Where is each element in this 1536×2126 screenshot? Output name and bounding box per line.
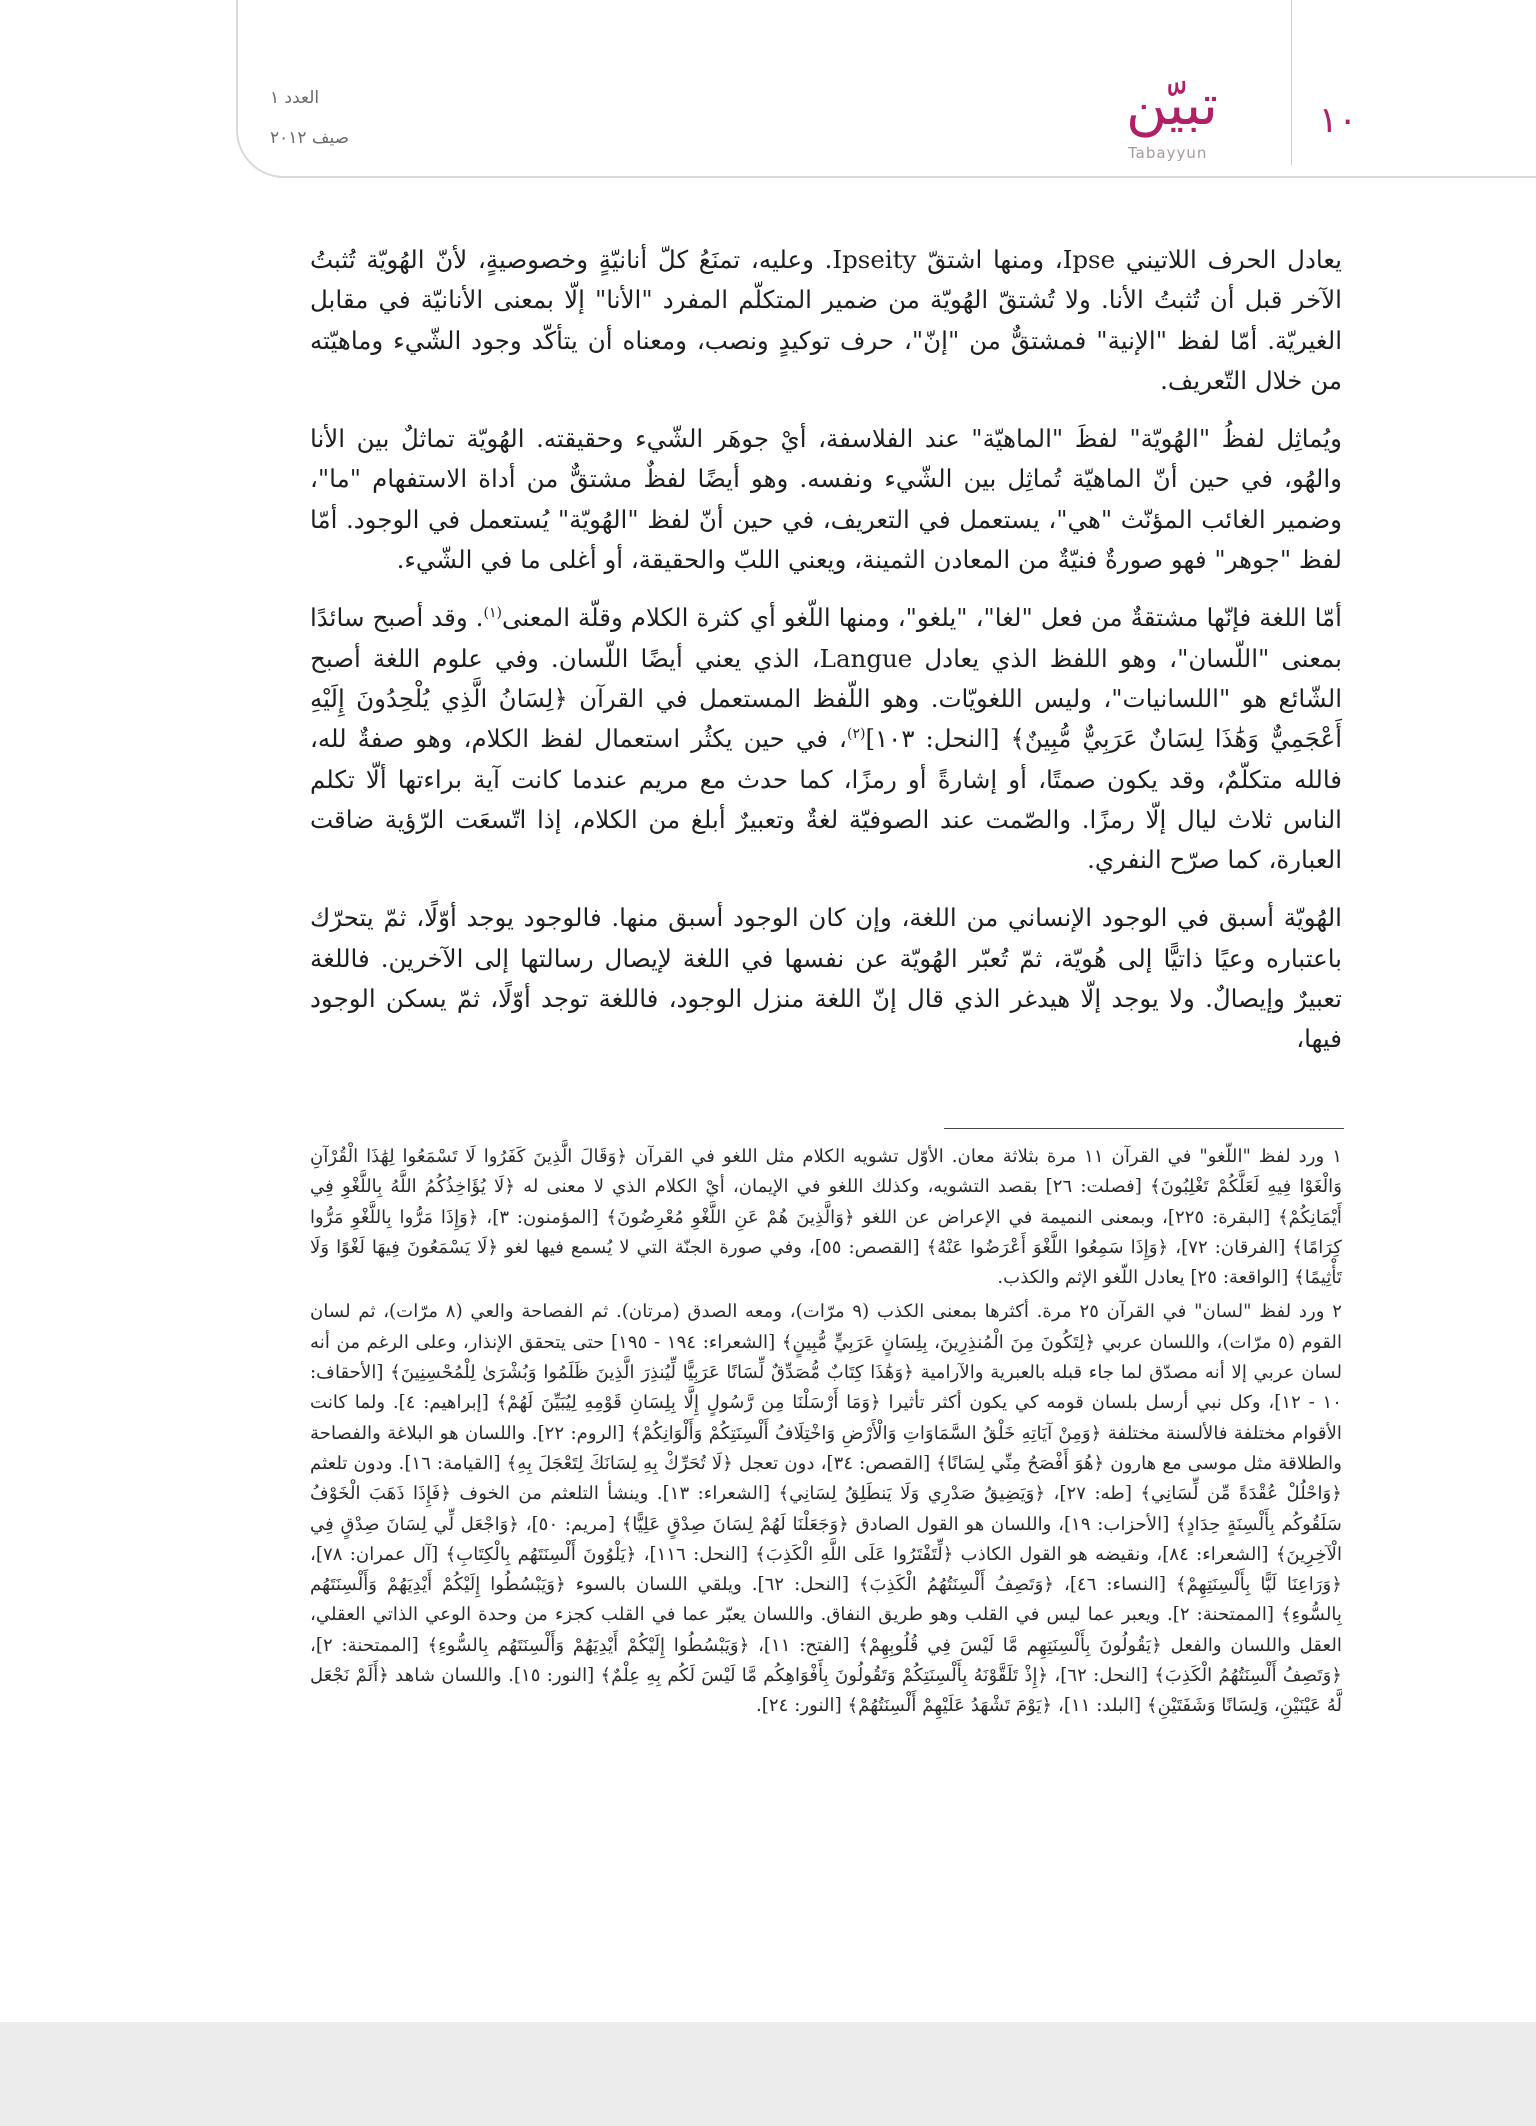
issue-season: صيف ٢٠١٢ bbox=[270, 128, 350, 148]
paragraph-text: . وقد أصبح سائدًا بمعنى "اللّسان"، وهو اللفظ الذي يعادل Langue، الذي يعني أيضًا اللّسان. وفي علوم اللغة أصبح الشّائع هو "اللسانيات"، وليس اللغويّات. وهو اللّفظ المستعمل في القرآن ﴿لِسَانُ الَّذِي يُلْحِدُونَ إِلَيْهِ أَعْجَمِيٌّ وَهَٰذَا لِسَانٌ عَرَبِيٌّ مُّبِينٌ﴾ [النحل: ١٠٣] bbox=[310, 603, 1342, 754]
footnotes bbox=[310, 1142, 1342, 1726]
header-divider bbox=[1291, 0, 1292, 165]
logo-arabic-text: تبيّن bbox=[1126, 73, 1219, 138]
header-frame bbox=[236, 0, 1536, 178]
issue-number: العدد ١ bbox=[270, 88, 320, 108]
footnote-ref-1[interactable]: (١) bbox=[483, 605, 502, 622]
logo-latin-text: Tabayyun bbox=[1128, 144, 1208, 162]
paragraph bbox=[310, 598, 1342, 880]
footnote-separator bbox=[944, 1128, 1344, 1129]
page-number: ١٠ bbox=[1318, 100, 1358, 141]
footnote-1: ١ ورد لفظ "اللّغو" في القرآن ١١ مرة بثلاثة معان. الأوّل تشويه الكلام مثل اللغو في القرآن ﴿وَقَالَ الَّذِينَ كَفَرُوا لَا تَسْمَعُوا لِهَٰذَا الْقُرْآنِ وَالْغَوْا فِيهِ لَعَلَّكُمْ تَغْلِبُونَ﴾ [فصلت: ٢٦] بقصد التشويه، وكذلك اللغو في الإيمان، أيْ الكلام الذي لا معنى له ﴿لَا يُؤَاخِذُكُمُ اللَّهُ بِاللَّغْوِ فِي أَيْمَانِكُمْ﴾ [البقرة: ٢٢٥]، وبمعنى النميمة في الإعراض عن اللغو ﴿وَالَّذِينَ هُمْ عَنِ اللَّغْوِ مُعْرِضُونَ﴾ [المؤمنون: ٣]، ﴿وَإِذَا مَرُّوا بِاللَّغْوِ مَرُّوا كِرَامًا﴾ [الفرقان: ٧٢]، ﴿وَإِذَا سَمِعُوا اللَّغْوَ أَعْرَضُوا عَنْهُ﴾ [القصص: ٥٥]، وفي صورة الجنّة التي لا يُسمع فيها لغو ﴿لَا يَسْمَعُونَ فِيهَا لَغْوًا وَلَا تَأْثِيمًا﴾ [الواقعة: ٢٥] يعادل اللّغو الإثم والكذب. bbox=[310, 1146, 1343, 1289]
paragraph: الهُويّة أسبق في الوجود الإنساني من اللغة، وإن كان الوجود أسبق منها. فالوجود يوجد أوّلًا، ثمّ يتحرّك باعتباره وعيًا ذاتيًّا إلى هُويّة، ثمّ تُعبّر الهُويّة عن نفسها في اللغة لإيصال رسالتها إلى الآخرين. فاللغة تعبيرٌ وإيصالٌ. ولا يوجد إلّا هيدغر الذي قال إنّ اللغة منزل الوجود، فاللغة توجد أوّلًا، ثمّ يسكن الوجود فيها، bbox=[310, 903, 1342, 1054]
footnote-ref-2[interactable]: (٢) bbox=[846, 726, 866, 743]
paragraph: ويُماثِل لفظُ "الهُويّة" لفظَ "الماهيّة" عند الفلاسفة، أيْ جوهَر الشّيء وحقيقته. الهُويّة تماثلٌ بين الأنا والهُو، في حين أنّ الماهيّة تُماثِل بين الشّيء ونفسه. وهو أيضًا لفظٌ مشتقٌّ من أداة الاستفهام "ما"، وضمير الغائب المؤنّث "هي"، يستعمل في التعريف، في حين أنّ لفظ "الهُويّة" يُستعمل في الوجود. أمّا لفظ "جوهر" فهو صورةٌ فنيّةٌ من المعادن الثمينة، ويعني اللبّ والحقيقة، أو أغلى ما في الشّيء. bbox=[310, 424, 1342, 575]
footnote-2: ٢ ورد لفظ "لسان" في القرآن ٢٥ مرة. أكثرها بمعنى الكذب (٩ مرّات)، ومعه الصدق (مرتان). ثم الفصاحة والعي (٨ مرّات)، ثم لسان القوم (٥ مرّات)، واللسان عربي ﴿لِتَكُونَ مِنَ الْمُنذِرِينَ، بِلِسَانٍ عَرَبِيٍّ مُّبِينٍ﴾ [الشعراء: ١٩٤ - ١٩٥] حتى يتحقق الإنذار، وعلى الرغم من أنه لسان عربي إلا أنه مصدّق لما جاء قبله بالعبرية والآرامية ﴿وَهَٰذَا كِتَابٌ مُّصَدِّقٌ لِّسَانًا عَرَبِيًّا لِّيُنذِرَ الَّذِينَ ظَلَمُوا وَبُشْرَىٰ لِلْمُحْسِنِينَ﴾ [الأحقاف: ١٠ - ١٢]، وكل نبي أرسل بلسان قومه كي يكون أكثر تأثيرا ﴿وَمَا أَرْسَلْنَا مِن رَّسُولٍ إِلَّا بِلِسَانِ قَوْمِهِ لِيُبَيِّنَ لَهُمْ﴾ [إبراهيم: ٤]. ولما كانت الأقوام مختلفة فالألسنة مختلفة ﴿وَمِنْ آيَاتِهِ خَلْقُ السَّمَاوَاتِ وَالْأَرْضِ وَاخْتِلَافُ أَلْسِنَتِكُمْ وَأَلْوَانِكُمْ﴾ [الروم: ٢٢]. واللسان هو البلاغة والفصاحة والطلاقة مثل موسى مع هارون ﴿هُوَ أَفْصَحُ مِنِّي لِسَانًا﴾ [القصص: ٣٤]، دون تعجل ﴿لَا تُحَرِّكْ بِهِ لِسَانَكَ لِتَعْجَلَ بِهِ﴾ [القيامة: ١٦]. ودون تلعثم ﴿وَاحْلُلْ عُقْدَةً مِّن لِّسَانِي﴾ [طه: ٢٧]، ﴿وَيَضِيقُ صَدْرِي وَلَا يَنطَلِقُ لِسَانِي﴾ [الشعراء: ١٣]. وينشأ التلعثم من الخوف ﴿فَإِذَا ذَهَبَ الْخَوْفُ سَلَقُوكُم بِأَلْسِنَةٍ حِدَادٍ﴾ [الأحزاب: ١٩]، واللسان هو القول الصادق ﴿وَجَعَلْنَا لَهُمْ لِسَانَ صِدْقٍ عَلِيًّا﴾ [مريم: ٥٠]، ﴿وَاجْعَل لِّي لِسَانَ صِدْقٍ فِي الْآخِرِينَ﴾ [الشعراء: ٨٤]، ونقيضه هو القول الكاذب ﴿لِّتَفْتَرُوا عَلَى اللَّهِ الْكَذِبَ﴾ [النحل: ١١٦]، ﴿يَلْوُونَ أَلْسِنَتَهُم بِالْكِتَابِ﴾ [آل عمران: ٧٨]، ﴿وَرَاعِنَا لَيًّا بِأَلْسِنَتِهِمْ﴾ [النساء: ٤٦]، ﴿وَتَصِفُ أَلْسِنَتُهُمُ الْكَذِبَ﴾ [النحل: ٦٢]. ويلقي اللسان بالسوء ﴿وَيَبْسُطُوا إِلَيْكُمْ أَيْدِيَهُمْ وَأَلْسِنَتَهُم بِالسُّوءِ﴾ [الممتحنة: ٢]. ويعبر عما ليس في القلب وهو طريق النفاق. واللسان يعبّر عما في القلب كجزء من وحدة الوعي الذاتي العقلي، العقل واللسان والفعل ﴿يَقُولُونَ بِأَلْسِنَتِهِم مَّا لَيْسَ فِي قُلُوبِهِمْ﴾ [الفتح: ١١]، ﴿وَيَبْسُطُوا إِلَيْكُمْ أَيْدِيَهُمْ وَأَلْسِنَتَهُم بِالسُّوءِ﴾ [الممتحنة: ٢]، ﴿وَتَصِفُ أَلْسِنَتُهُمُ الْكَذِبَ﴾ [النحل: ٦٢]، ﴿إِذْ تَلَقَّوْنَهُ بِأَلْسِنَتِكُمْ وَتَقُولُونَ بِأَفْوَاهِكُم مَّا لَيْسَ لَكُم بِهِ عِلْمٌ﴾ [النور: ١٥]. واللسان شاهد ﴿أَلَمْ نَجْعَل لَّهُ عَيْنَيْنِ، وَلِسَانًا وَشَفَتَيْنِ﴾ [البلد: ١١]، ﴿يَوْمَ تَشْهَدُ عَلَيْهِمْ أَلْسِنَتُهُمْ﴾ [النور: ٢٤]. bbox=[310, 1301, 1343, 1717]
paragraph: يعادل الحرف اللاتيني Ipse، ومنها اشتقّ Ipseity. وعليه، تمنَعُ كلّ أنانيّةٍ وخصوصيةٍ، لأنّ الهُويّة تُثبتُ الآخر قبل أن تُثبتُ الأنا. ولا تُشتقّ الهُويّة من ضمير المتكلّم المفرد "الأنا" إلّا بمعنى الأنانيّة في مقابل الغيريّة. أمّا لفظ "الإنية" فمشتقٌّ من "إنّ"، حرف توكيدٍ ونصب، ومعناه أن يتأكّد وجود الشّيء وماهيّته من خلال التّعريف. bbox=[310, 245, 1342, 395]
paragraph-text: ، في حين يكثُر استعمال لفظ الكلام، وهو صفةٌ لله، فالله متكلّمٌ، وقد يكون صمتًا، أو إشارةً أو رمزًا، كما حدث مع مريم عندما كانت آية براءتها ألّا تكلم الناس ثلاث ليال إلّا رمزًا. والصّمت عند الصوفيّة لغةٌ وتعبيرٌ أبلغ من الكلام، إذا اتّسعَت الرّؤية ضاقت العبارة، كما صرّح النفري. bbox=[310, 724, 1342, 875]
article-body bbox=[310, 240, 1342, 1078]
paragraph-text: أمّا اللغة فإنّها مشتقةٌ من فعل "لغا"، "يلغو"، ومنها اللّغو أي كثرة الكلام وقلّة المعنى bbox=[501, 603, 1342, 633]
bottom-band bbox=[0, 2022, 1536, 2126]
journal-logo bbox=[1118, 73, 1268, 168]
